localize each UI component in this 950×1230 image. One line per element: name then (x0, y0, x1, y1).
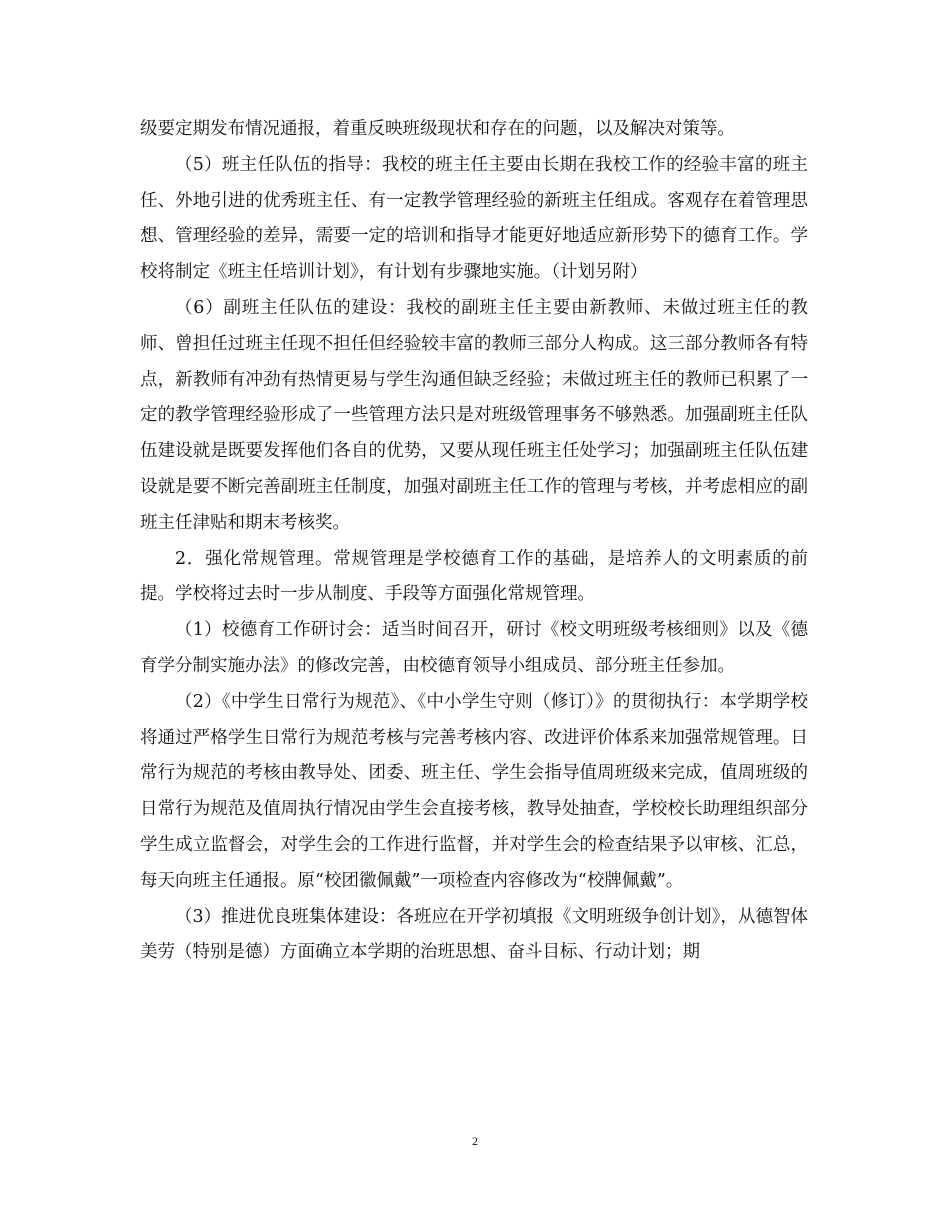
paragraph-3: （6）副班主任队伍的建设：我校的副班主任主要由新教师、未做过班主任的教师、曾担任过班主任现不担任但经验较丰富的教师三部分人构成。这三部分教师各有特点，新教师有冲劲有热情更易与学生沟通但缺乏经验；未做过班主任的教师已积累了一定的教学管理经验形成了一些管理方法只是对班级管理事务不够熟悉。加强副班主任队伍建设就是既要发挥他们各自的优势，又要从现任班主任处学习；加强副班主任队伍建设就是要不断完善副班主任制度，加强对副班主任工作的管理与考核，并考虑相应的副班主任津贴和期末考核奖。 (140, 297, 808, 533)
paragraph-2: （5）班主任队伍的指导：我校的班主任主要由长期在我校工作的经验丰富的班主任、外地引进的优秀班主任、有一定教学管理经验的新班主任组成。客观存在着管理思想、管理经验的差异，需要一定的培训和指导才能更好地适应新形势下的德育工作。学校将制定《班主任培训计划》，有计划有步骤地实施。（计划另附） (140, 154, 808, 283)
page-number: 2 (472, 1134, 478, 1148)
paragraph-5: （1）校德育工作研讨会：适当时间召开，研讨《校文明班级考核细则》以及《德育学分制实施办法》的修改完善，由校德育领导小组成员、部分班主任参加。 (140, 620, 808, 676)
paragraph-7: （3）推进优良班集体建设：各班应在开学初填报《文明班级争创计划》，从德智体美劳（特别是德）方面确立本学期的治班思想、奋斗目标、行动计划；期 (140, 906, 808, 963)
paragraph-6: （2）《中学生日常行为规范》、《中小学生守则（修订）》的贯彻执行：本学期学校将通过严格学生日常行为规范考核与完善考核内容、改进评价体系来加强常规管理。日常行为规范的考核由教导处、团委、班主任、学生会指导值周班级来完成，值周班级的日常行为规范及值周执行情况由学生会直接考核，教导处抽查，学校校长助理组织部分学生成立监督会，对学生会的工作进行监督，并对学生会的检查结果予以审核、汇总，每天向班主任通报。原“校团徽佩戴”一项检查内容修改为“校牌佩戴”。 (140, 691, 808, 891)
document-body (140, 112, 808, 971)
paragraph-1: 级要定期发布情况通报，着重反映班级现状和存在的问题，以及解决对策等。 (140, 119, 735, 139)
paragraph-4: 2．强化常规管理。常规管理是学校德育工作的基础，是培养人的文明素质的前提。学校将过去时一步从制度、手段等方面强化常规管理。 (140, 548, 808, 605)
